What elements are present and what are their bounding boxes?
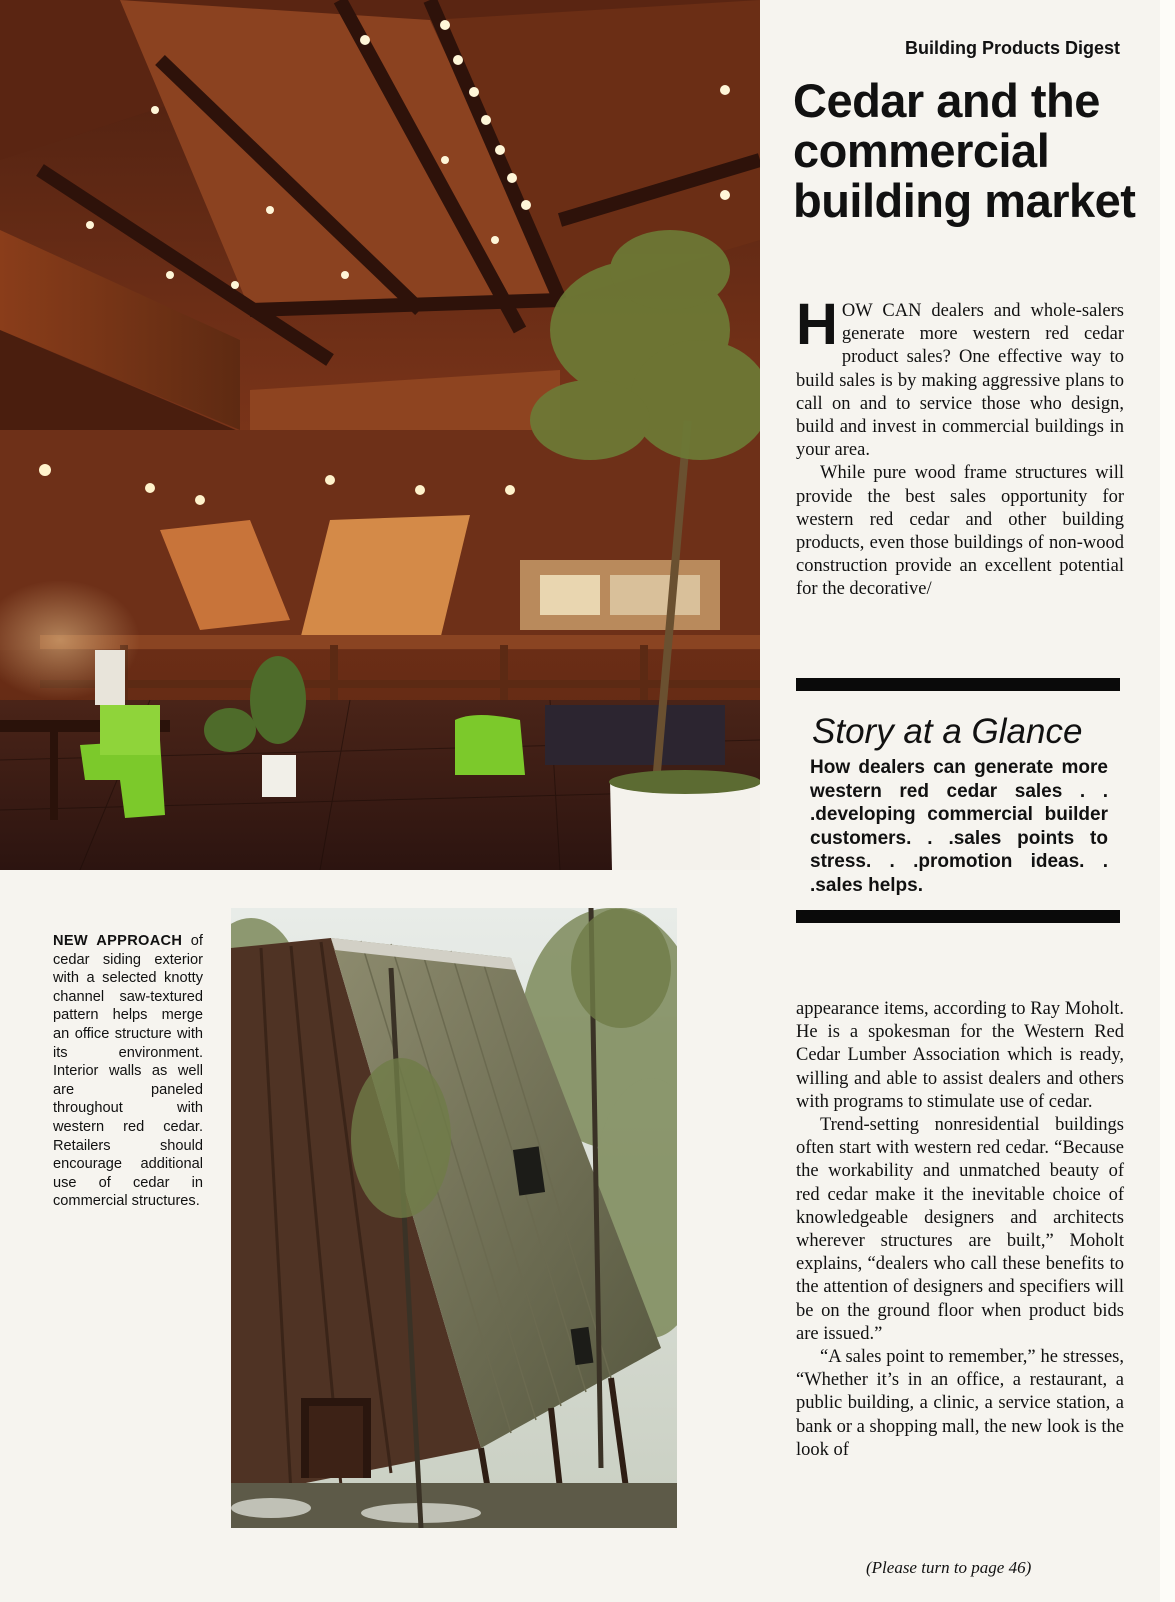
article-paragraph: Trend-setting nonresidential buildings often start with western red cedar. “Because the workability and unmatched beauty of red cedar make it the inevitable choice of knowledgeable designers and architects wherever structures are built,” Moholt explains, “dealers who call these benefits to the attention of designers and specifiers will be on the ground floor when product bids are issued.” xyxy=(796,1115,1124,1344)
publication-name: Building Products Digest xyxy=(904,38,1120,58)
headline-line-1: Cedar and the xyxy=(793,74,1100,127)
drop-cap: H xyxy=(796,292,838,357)
caption-text: of cedar siding exterior with a selected knotty channel saw-textured pattern helps merge an office structure with its environment. Interior walls as well are paneled throughout with western red cedar. Retailers should encourage additional use of cedar in commercial structures. xyxy=(53,933,203,1210)
headline-line-2: commercial xyxy=(793,124,1050,177)
glance-rule-top xyxy=(796,678,1120,691)
glance-title: Story at a Glance xyxy=(812,712,1083,751)
headline-line-3: building market xyxy=(793,174,1136,227)
interior-photo xyxy=(0,0,760,870)
headline xyxy=(793,76,1153,226)
article-paragraph: While pure wood frame structures will provide the best sales opportunity for western red cedar and other building products, even those buildings of non-wood construction provide an excellent potential for the decorative/ xyxy=(796,463,1124,600)
caption-lead: NEW APPROACH xyxy=(53,933,183,949)
article-column-top xyxy=(796,292,1124,602)
article-paragraph: HOW CAN dealers and whole-salers generate more western red cedar product sales? One effective way to build sales is by making aggressive plans to call on and to service those who design, build and invest in commercial buildings in your area. xyxy=(796,292,1124,461)
article-column-bottom xyxy=(796,998,1124,1462)
glance-summary: How dealers can generate more western red cedar sales . . .developing commercial builder customers. . .sales points to stress. . .promotion ideas. . .sales helps. xyxy=(810,757,1108,896)
article-paragraph: “A sales point to remember,” he stresses, “Whether it’s in an office, a restaurant, a public building, a clinic, a service station, a bank or a shopping mall, the new look is the look of xyxy=(796,1347,1124,1460)
article-paragraph: appearance items, according to Ray Moholt. He is a spokesman for the Western Red Cedar Lumber Association which is ready, willing and able to assist dealers and others with programs to stimulate use of cedar. xyxy=(796,999,1124,1112)
exterior-photo xyxy=(231,908,677,1528)
glance-rule-bottom xyxy=(796,910,1120,923)
continued-notice: (Please turn to page 46) xyxy=(866,1558,1032,1577)
page-edge xyxy=(1160,0,1175,1602)
photo-caption xyxy=(53,932,203,1211)
